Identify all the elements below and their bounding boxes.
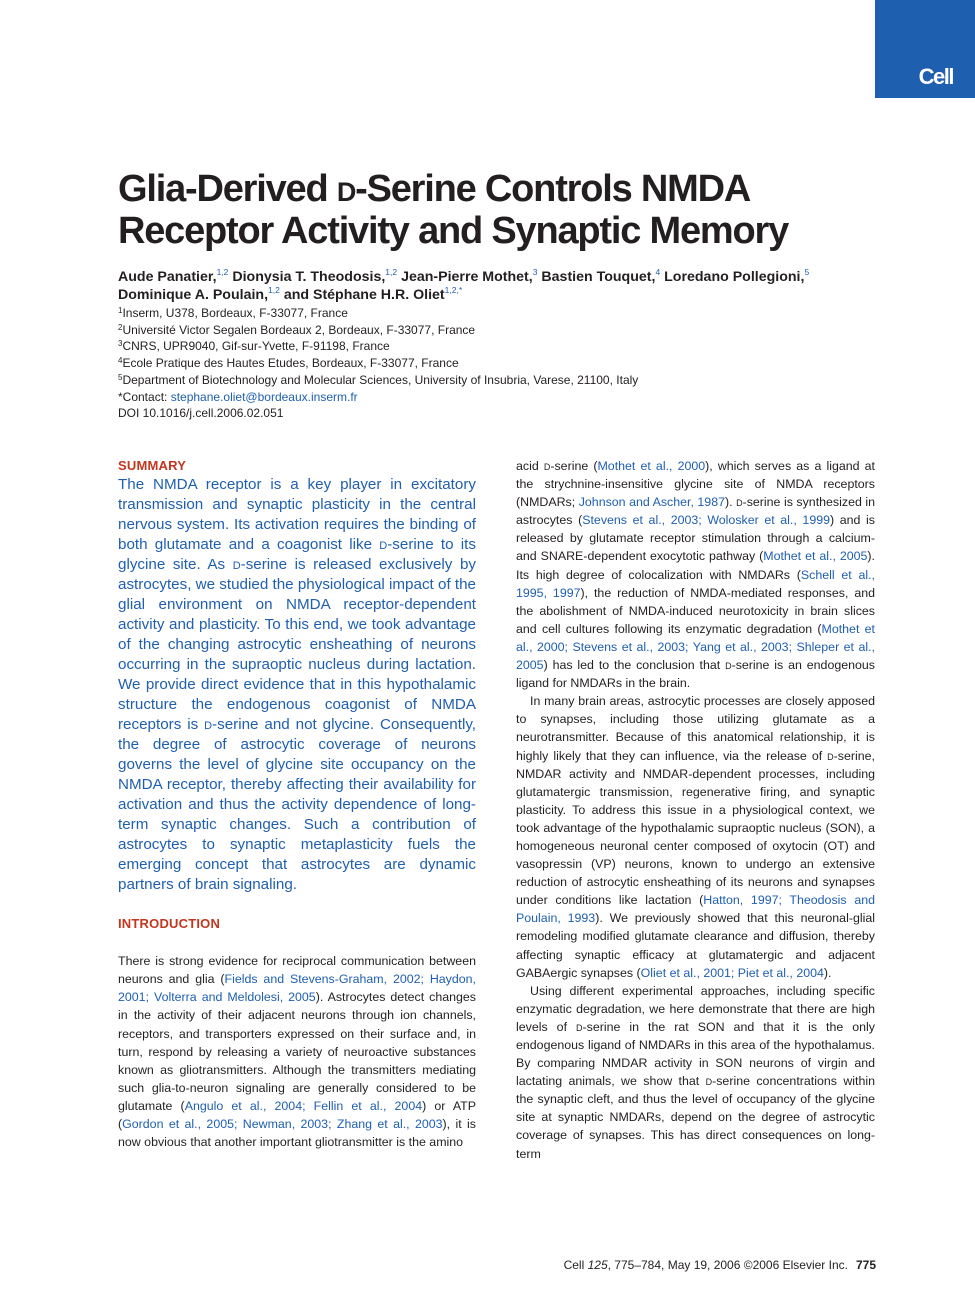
cell-logo: Cell — [918, 64, 953, 89]
page-number: 775 — [855, 1258, 876, 1272]
citation-link[interactable]: Stevens et al., 2003; Wolosker et al., 1999 — [582, 513, 831, 528]
author: Dominique A. Poulain,$^{1,2}$ — [118, 285, 280, 303]
citation-link[interactable]: Mothet et al., 2005 — [763, 549, 868, 564]
citation-link[interactable]: Hatton, 1997; Theodosis and Poulain, 1993 — [516, 893, 875, 926]
affiliation: $^4$Ecole Pratique des Hautes Etudes, Bordeaux, F-33077, France — [118, 356, 459, 371]
footer-volume: 125 — [587, 1258, 608, 1272]
body-paragraph: In many brain areas, astrocytic processes are closely apposed to synapses, including those utilizing glutamate as a neurotransmitter. Because of this anatomical relationship, it is highly likely that they can influence, via the release of d-serine, NMDAR activity and NMDAR-dependent processes, including glutamatergic transmission, regenerative firing, and synaptic plasticity. To address this issue in a physiological context, we took advantage of the hypothalamic supraoptic nucleus (SON), a homogeneous neuronal center composed of oxytocin (OT) and vasopressin (VP) neurons, known to undergo an extensive reduction of astrocytic ensheathing of its neurons and synapses under conditions like lactation (Hatton, 1997; Theodosis and Poulain, 1993). We previously showed that this neuronal-glial remodeling modified glutamate clearance and diffusion, thereby affecting synaptic efficacy at glutamatergic and adjacent GABAergic synapses (Oliet et al., 2001; Piet et al., 2004). — [516, 694, 875, 980]
author: Aude Panatier,$^{1,2}$ — [118, 267, 229, 285]
journal-tab — [875, 0, 975, 98]
author: and Stéphane H.R. Oliet$^{1,2,*}$ — [283, 285, 463, 303]
footer-citation: , 775–784, May 19, 2006 ©2006 Elsevier Inc. — [607, 1258, 848, 1272]
affiliations — [118, 305, 878, 422]
author-list — [118, 268, 878, 304]
citation-link[interactable]: Johnson and Ascher, 1987 — [578, 495, 725, 510]
author: Loredano Pollegioni,$^5$ — [664, 267, 810, 285]
contact: *Contact: stephane.oliet@bordeaux.inserm.fr — [118, 389, 358, 404]
citation-link[interactable]: Angulo et al., 2004; Fellin et al., 2004 — [184, 1098, 423, 1113]
page-footer — [564, 1258, 876, 1272]
author: Jean-Pierre Mothet,$^3$ — [401, 267, 538, 285]
introduction-heading: INTRODUCTION — [118, 916, 221, 932]
title-text: Glia-Derived — [118, 168, 337, 210]
body-paragraph: Using different experimental approaches, including specific enzymatic degradation, we here demonstrate that there are high levels of d-serine in the rat SON and that it is the only endogenous ligand of NMDARs in this area of the hypothalamus. By comparing NMDAR activity in SON neurons of virgin and lactating animals, we show that d-serine concentrations within the synaptic cleft, and thus the level of occupancy of the glycine site at synaptic NMDARs, depend on the degree of astrocytic coverage of synapses. This has direct consequences on long-term — [516, 983, 876, 1161]
citation-link[interactable]: Gordon et al., 2005; Newman, 2003; Zhang et al., 2003 — [122, 1117, 443, 1132]
introduction-paragraph: There is strong evidence for reciprocal communication between neurons and glia (Fields and Stevens-Graham, 2002; Haydon, 2001; Volterra and Meldolesi, 2005). Astrocytes detect changes in the activity of their adjacent neurons through ion channels, receptors, and transporters expressed on their surface and, in turn, respond by releasing a variety of neuroactive substances known as gliotransmitters. Although the transmitters mediating such glia-to-neuron signaling are generally considered to be glutamate (Angulo et al., 2004; Fellin et al., 2004) or ATP (Gordon et al., 2005; Newman, 2003; Zhang et al., 2003), it is now obvious that another important gliotransmitter is the amino — [118, 954, 477, 1150]
title-d-smallcaps: d — [336, 168, 356, 210]
author: Dionysia T. Theodosis,$^{1,2}$ — [232, 267, 398, 285]
contact-email-link[interactable]: stephane.oliet@bordeaux.inserm.fr — [170, 389, 358, 404]
citation-link[interactable]: Mothet et al., 2000 — [597, 459, 706, 473]
affiliation: $^5$Department of Biotechnology and Molecular Sciences, University of Insubria, Varese, 21100, Italy — [118, 372, 639, 387]
summary-text: The NMDA receptor is a key player in excitatory transmission and synaptic plasticity in the central nervous system. Its activation requires the binding of both glutamate and a coagonist like d-serine to its glycine site. As d-serine is released exclusively by astrocytes, we studied the physiological impact of the glial environment on NMDA receptor-dependent activity and plasticity. To this end, we took advantage of the changing astrocytic ensheathing of neurons occurring in the supraoptic nucleus during lactation. We provide direct evidence that in this hypothalamic structure the endogenous coagonist of NMDA receptors is d-serine and not glycine. Consequently, the degree of astrocytic coverage of neurons governs the level of glycine site occupancy on the NMDA receptor, thereby affecting their availability for activation and thus the activity dependence of long-term synaptic changes. Such a contribution of astrocytes to synaptic metaplasticity fuels the emerging concept that astrocytes are dynamic partners of brain signaling. — [118, 476, 477, 894]
affiliation: $^3$CNRS, UPR9040, Gif-sur-Yvette, F-91198, France — [118, 339, 390, 354]
affiliation: $^1$Inserm, U378, Bordeaux, F-33077, France — [118, 306, 348, 320]
citation-link[interactable]: Fields and Stevens-Graham, 2002; Haydon, 2001; Volterra and Meldolesi, 2005 — [118, 972, 476, 1005]
article-title — [118, 168, 878, 252]
right-column — [516, 457, 875, 1163]
citation-link[interactable]: Oliet et al., 2001; Piet et al., 2004 — [640, 965, 824, 980]
body-paragraph: acid d-serine (Mothet et al., 2000), which serves as a ligand at the strychnine-insensitive glycine site of NMDA receptors (NMDARs; Johnson and Ascher, 1987). d-serine is synthesized in astrocytes (Stevens et al., 2003; Wolosker et al., 1999) and is released by glutamate receptor stimulation through a calcium- and SNARE-dependent exocytotic pathway (Mothet et al., 2005). Its high degree of colocalization with NMDARs (Schell et al., 1995, 1997), the reduction of NMDA-mediated responses, and the abolishment of NMDA-induced neurotoxicity in brain slices and cell cultures following its enzymatic degradation (Mothet et al., 2000; Stevens et al., 2003; Yang et al., 2003; Shleper et al., 2005) has led to the conclusion that d-serine is an endogenous ligand for NMDARs in the brain. — [516, 459, 876, 691]
affiliation: $^2$Université Victor Segalen Bordeaux 2, Bordeaux, F-33077, France — [118, 322, 476, 337]
doi: DOI 10.1016/j.cell.2006.02.051 — [118, 406, 284, 421]
title-text: -Serine Controls NMDA Receptor Activity and Synaptic Memory — [118, 168, 789, 252]
author: Bastien Touquet,$^4$ — [541, 267, 661, 285]
citation-link[interactable]: Mothet et al., 2000; Stevens et al., 2003; Yang et al., 2003; Shleper et al., 2005 — [516, 621, 875, 673]
summary-heading: SUMMARY — [118, 458, 187, 473]
citation-link[interactable]: Schell et al., 1995, 1997 — [516, 567, 875, 600]
footer-journal: Cell — [563, 1258, 588, 1272]
left-column — [118, 457, 476, 1151]
